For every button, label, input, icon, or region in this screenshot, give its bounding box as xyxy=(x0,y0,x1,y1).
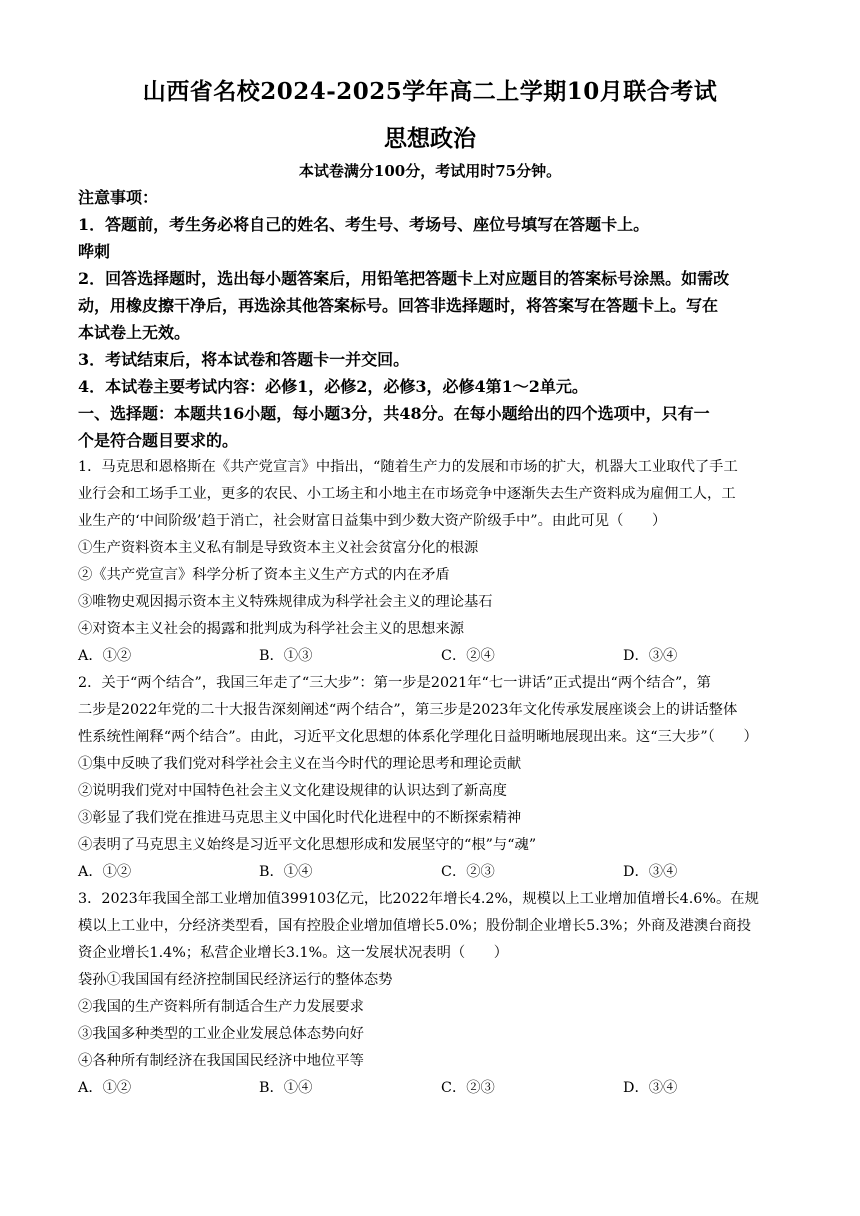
question-2-option-a[interactable]: A．①② xyxy=(78,864,132,880)
question-2-stem-line-1: 2．关于“两个结合”，我国三年走了“三大步”：第一步是2021年“七一讲话”正式提出“两个结合”，第 xyxy=(78,675,711,691)
question-3-statement-3: ③我国多种类型的工业企业发展总体态势向好 xyxy=(78,1026,364,1042)
question-2-statement-3: ③彰显了我们党在推进马克思主义中国化时代化进程中的不断探索精神 xyxy=(78,810,522,826)
notice-item-3: 3．考试结束后，将本试卷和答题卡一并交回。 xyxy=(78,350,410,369)
question-3-stem-line-2: 模以上工业中，分经济类型看，国有控股企业增加值增长5.0%；股份制企业增长5.3%；外商及港澳台商投 xyxy=(78,918,752,934)
question-1-stem-line-2: 业行会和工场手工业，更多的农民、小工场主和小地主在市场竞争中逐渐失去生产资料成为雇佣工人，工 xyxy=(78,486,736,502)
question-1-option-c[interactable]: C．②④ xyxy=(441,648,495,664)
question-1-stem-line-1: 1．马克思和恩格斯在《共产党宣言》中指出，“随着生产力的发展和市场的扩大，机器大工业取代了手工 xyxy=(78,459,738,475)
notice-item-2-line-2: 动，用橡皮擦干净后，再选涂其他答案标号。回答非选择题时，将答案写在答题卡上。写在 xyxy=(78,296,719,315)
question-3-statement-2: ②我国的生产资料所有制适合生产力发展要求 xyxy=(78,999,364,1015)
notice-heading: 注意事项： xyxy=(78,188,159,207)
question-2-statement-1: ①集中反映了我们党对科学社会主义在当今时代的理论思考和理论贡献 xyxy=(78,756,522,772)
question-1-option-a[interactable]: A．①② xyxy=(78,648,132,664)
notice-item-2-line-1: 2．回答选择题时，选出每小题答案后，用铅笔把答题卡上对应题目的答案标号涂黑。如需改 xyxy=(78,269,730,288)
notice-item-1: 1．答题前，考生务必将自己的姓名、考生号、考场号、座位号填写在答题卡上。 xyxy=(78,215,650,234)
question-1-stem-line-3: 业生产的‘中间阶级’趋于消亡，社会财富日益集中到少数大资产阶级手中”。由此可见（ ） xyxy=(78,513,667,529)
question-3-statement-1: 袋孙①我国国有经济控制国民经济运行的整体态势 xyxy=(78,972,393,988)
section-heading-line-2: 个是符合题目要求的。 xyxy=(78,431,239,450)
exam-info: 本试卷满分100分，考试用时75分钟。 xyxy=(298,162,562,180)
question-2-statement-4: ④表明了马克思主义始终是习近平文化思想形成和发展坚守的“根”与“魂” xyxy=(78,837,537,853)
question-1-statement-4: ④对资本主义社会的揭露和批判成为科学社会主义的思想来源 xyxy=(78,621,465,637)
question-3-option-d[interactable]: D．③④ xyxy=(623,1080,678,1096)
notice-item-2-line-3: 本试卷上无效。 xyxy=(78,323,191,342)
question-3-option-b[interactable]: B．①④ xyxy=(259,1080,313,1096)
question-1-statement-1: ①生产资料资本主义私有制是导致资本主义社会贫富分化的根源 xyxy=(78,540,479,556)
section-heading-line-1: 一、选择题：本题共16小题，每小题3分，共48分。在每小题给出的四个选项中，只有一 xyxy=(78,404,710,423)
question-2-option-c[interactable]: C．②③ xyxy=(441,864,495,880)
question-3-option-a[interactable]: A．①② xyxy=(78,1080,132,1096)
question-1-statement-2: ②《共产党宣言》科学分析了资本主义生产方式的内在矛盾 xyxy=(78,567,450,583)
subject-title: 思想政治 xyxy=(384,125,476,152)
notice-item-4: 4．本试卷主要考试内容：必修1，必修2，必修3，必修4第1～2单元。 xyxy=(78,377,588,396)
exam-title: 山西省名校2024-2025学年高二上学期10月联合考试 xyxy=(142,78,718,105)
question-2-stem-line-3: 性系统性阐释“两个结合”。由此，习近平文化思想的体系化学理化日益明晰地展现出来。这“三大步”（ ） xyxy=(78,729,758,745)
question-1-option-b[interactable]: B．①③ xyxy=(259,648,313,664)
question-3-option-c[interactable]: C．②③ xyxy=(441,1080,495,1096)
question-3-stem-line-3: 资企业增长1.4%；私营企业增长3.1%。这一发展状况表明（ ） xyxy=(78,945,509,961)
notice-stray-text: 哗刺 xyxy=(78,242,111,261)
question-1-statement-3: ③唯物史观因揭示资本主义特殊规律成为科学社会主义的理论基石 xyxy=(78,594,493,610)
question-2-statement-2: ②说明我们党对中国特色社会主义文化建设规律的认识达到了新高度 xyxy=(78,783,507,799)
question-3-stem-line-1: 3．2023年我国全部工业增加值399103亿元，比2022年增长4.2%，规模以上工业增加值增长4.6%。在规 xyxy=(78,891,759,907)
question-2-option-d[interactable]: D．③④ xyxy=(623,864,678,880)
question-1-option-d[interactable]: D．③④ xyxy=(623,648,678,664)
question-2-option-b[interactable]: B．①④ xyxy=(259,864,313,880)
question-2-stem-line-2: 二步是2022年党的二十大报告深刻阐述“两个结合”，第三步是2023年文化传承发展座谈会上的讲话整体 xyxy=(78,702,738,718)
question-3-statement-4: ④各种所有制经济在我国国民经济中地位平等 xyxy=(78,1053,364,1069)
